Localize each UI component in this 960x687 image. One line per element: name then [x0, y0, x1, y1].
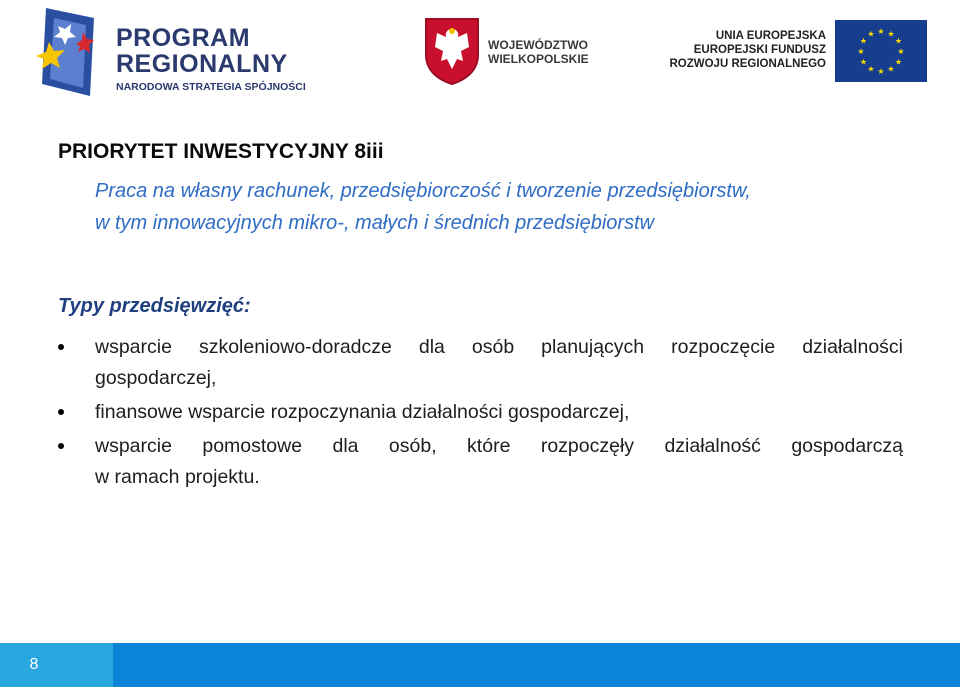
- bullet-icon: [58, 443, 64, 449]
- svg-text:★: ★: [887, 64, 895, 74]
- eu-flag-icon: [835, 20, 927, 82]
- wielkopolskie-logo: [423, 17, 603, 85]
- svg-text:★: ★: [894, 36, 903, 46]
- program-logo-line2: REGIONALNY: [116, 50, 288, 78]
- program-logo-line1: PROGRAM: [116, 24, 251, 52]
- footer-left-block: [0, 643, 113, 687]
- list-item-line: finansowe wsparcie rozpoczynania działalności gospodarczej,: [95, 401, 630, 423]
- program-regionalny-logo: [32, 4, 332, 99]
- list-item: [58, 332, 903, 394]
- eu-logo-text: [646, 29, 826, 71]
- footer-bar: [0, 643, 960, 687]
- subtitle-line-2: w tym innowacyjnych mikro-, małych i średnich przedsiębiorstw: [95, 212, 655, 234]
- list-item: [58, 431, 903, 493]
- svg-text:★: ★: [867, 29, 875, 39]
- eu-logo-line1: UNIA EUROPEJSKA: [715, 30, 826, 42]
- svg-text:★: ★: [887, 29, 895, 39]
- page-number: 8: [29, 656, 39, 673]
- slide-title: PRIORYTET INWESTYCYJNY 8iii: [58, 140, 384, 163]
- slide-subtitle: [95, 175, 935, 239]
- svg-text:★: ★: [897, 47, 905, 56]
- types-heading: Typy przedsięwzięć:: [58, 295, 251, 317]
- list-item-line: wsparcie szkoleniowo-doradcze dla osób planujących rozpoczęcie działalności: [95, 336, 903, 358]
- eu-logo-line3: ROZWOJU REGIONALNEGO: [669, 58, 826, 70]
- svg-text:★: ★: [877, 67, 885, 76]
- program-logo-line3: NARODOWA STRATEGIA SPÓJNOŚCI: [116, 81, 306, 93]
- subtitle-line-1: Praca na własny rachunek, przedsiębiorczość i tworzenie przedsiębiorstw,: [95, 180, 751, 202]
- svg-text:★: ★: [894, 57, 903, 67]
- svg-text:★: ★: [877, 27, 885, 36]
- bullet-icon: [58, 409, 64, 415]
- list-item-line: gospodarczej,: [95, 367, 217, 389]
- eu-logo: [660, 20, 930, 82]
- eagle-crest-icon: [423, 17, 481, 85]
- program-regionalny-emblem-icon: [32, 4, 100, 99]
- region-logo-line2: WIELKOPOLSKIE: [488, 52, 589, 66]
- list-item-line: wsparcie pomostowe dla osób, które rozpoczęły działalność gospodarczą: [95, 435, 903, 457]
- list-item-line: w ramach projektu.: [95, 466, 260, 488]
- list-item: [58, 397, 903, 428]
- project-types-list: [58, 332, 903, 496]
- region-logo-line1: WOJEWÓDZTWO: [488, 38, 588, 52]
- footer-right-block: [113, 643, 960, 687]
- bullet-icon: [58, 344, 64, 350]
- svg-text:★: ★: [859, 36, 868, 46]
- svg-text:★: ★: [857, 47, 865, 56]
- eu-logo-line2: EUROPEJSKI FUNDUSZ: [693, 44, 826, 56]
- svg-text:★: ★: [859, 57, 868, 67]
- svg-text:★: ★: [867, 64, 875, 74]
- logo-bar: [0, 0, 960, 105]
